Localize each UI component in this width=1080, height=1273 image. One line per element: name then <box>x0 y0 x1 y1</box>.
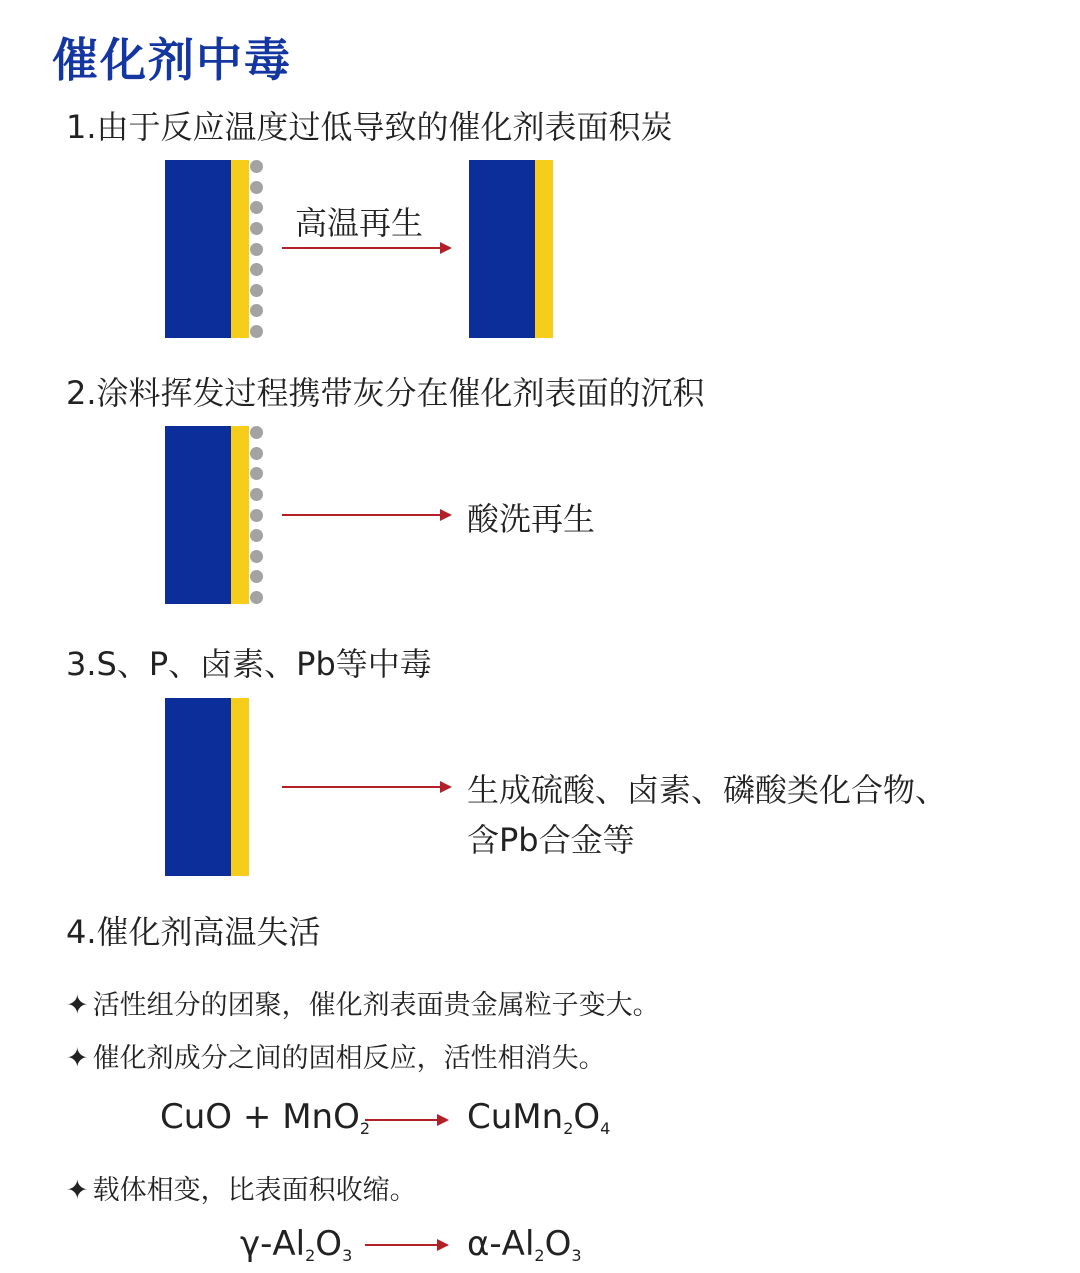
deposit-particle <box>250 509 263 522</box>
catalyst-coating-layer <box>535 160 553 338</box>
formula-gamma-al: γ-Al <box>240 1224 306 1264</box>
poison-products-line-2: 含Pb合金等 <box>467 821 635 859</box>
bullet-item-3 <box>66 1168 417 1207</box>
formula-cumn: CuMn <box>467 1097 564 1137</box>
poison-products-line-1: 生成硫酸、卤素、磷酸类化合物、 <box>467 771 948 809</box>
right-arrow-icon <box>282 507 454 523</box>
catalyst-substrate-layer <box>165 698 231 876</box>
deposit-particle <box>250 201 263 214</box>
reaction-1-product <box>467 1097 610 1138</box>
regeneration-label-1: 高温再生 <box>295 204 424 242</box>
section-2-heading: 2.涂料挥发过程携带灰分在催化剂表面的沉积 <box>66 374 705 412</box>
bullet-text: 载体相变，比表面积收缩。 <box>92 1175 417 1206</box>
bullet-item-2 <box>66 1036 606 1075</box>
reaction-arrow-icon <box>365 1112 451 1128</box>
star-bullet-icon: ✦ <box>66 1175 89 1206</box>
ash-deposit-layer <box>249 426 263 604</box>
formula-o: O <box>315 1224 343 1264</box>
catalyst-block-poisoned <box>165 698 251 876</box>
section-1-heading: 1.由于反应温度过低导致的催化剂表面积炭 <box>66 108 673 146</box>
right-arrow-icon <box>282 240 454 256</box>
deposit-particle <box>250 181 263 194</box>
formula-plus: + <box>242 1097 272 1137</box>
formula-subscript: 3 <box>342 1246 353 1265</box>
deposit-particle <box>250 243 263 256</box>
catalyst-block-clean <box>469 160 555 338</box>
deposit-particle <box>250 160 263 173</box>
formula-subscript: 2 <box>305 1246 316 1265</box>
formula-subscript: 3 <box>571 1246 582 1265</box>
deposit-particle <box>250 467 263 480</box>
deposit-particle <box>250 426 263 439</box>
star-bullet-icon: ✦ <box>66 990 89 1021</box>
formula-alpha-al: α-Al <box>467 1224 535 1264</box>
bullet-text: 活性组分的团聚，催化剂表面贵金属粒子变大。 <box>92 990 660 1021</box>
catalyst-substrate-layer <box>165 160 231 338</box>
deposit-particle <box>250 488 263 501</box>
deposit-particle <box>250 222 263 235</box>
formula-subscript: 4 <box>600 1119 611 1138</box>
deposit-particle <box>250 550 263 563</box>
bullet-text: 催化剂成分之间的固相反应，活性相消失。 <box>92 1043 606 1074</box>
catalyst-coating-layer <box>231 160 249 338</box>
right-arrow-icon <box>282 779 454 795</box>
carbon-deposit-layer <box>249 160 263 338</box>
deposit-particle <box>250 447 263 460</box>
star-bullet-icon: ✦ <box>66 1043 89 1074</box>
catalyst-coating-layer <box>231 426 249 604</box>
reaction-1-reactants <box>160 1097 370 1138</box>
deposit-particle <box>250 529 263 542</box>
formula-subscript: 2 <box>534 1246 545 1265</box>
deposit-particle <box>250 570 263 583</box>
regeneration-label-2: 酸洗再生 <box>467 500 596 538</box>
catalyst-coating-layer <box>231 698 249 876</box>
bullet-item-1 <box>66 983 660 1022</box>
formula-mno: MnO <box>282 1097 360 1137</box>
formula-o: O <box>544 1224 572 1264</box>
formula-subscript: 2 <box>359 1119 371 1138</box>
catalyst-block-carbon <box>165 160 265 338</box>
deposit-particle <box>250 263 263 276</box>
reaction-2-product <box>467 1224 582 1265</box>
formula-o: O <box>573 1097 601 1137</box>
section-3-heading: 3.S、P、卤素、Pb等中毒 <box>66 645 432 683</box>
formula-subscript: 2 <box>563 1119 574 1138</box>
deposit-particle <box>250 284 263 297</box>
deposit-particle <box>250 591 263 604</box>
section-4-heading: 4.催化剂高温失活 <box>66 913 321 951</box>
page-title: 催化剂中毒 <box>52 33 292 87</box>
reaction-2-reactant <box>240 1224 352 1265</box>
deposit-particle <box>250 304 263 317</box>
formula-cuo: CuO <box>160 1097 233 1137</box>
catalyst-block-ash <box>165 426 265 604</box>
reaction-arrow-icon <box>365 1237 451 1253</box>
catalyst-substrate-layer <box>165 426 231 604</box>
deposit-particle <box>250 325 263 338</box>
catalyst-substrate-layer <box>469 160 535 338</box>
